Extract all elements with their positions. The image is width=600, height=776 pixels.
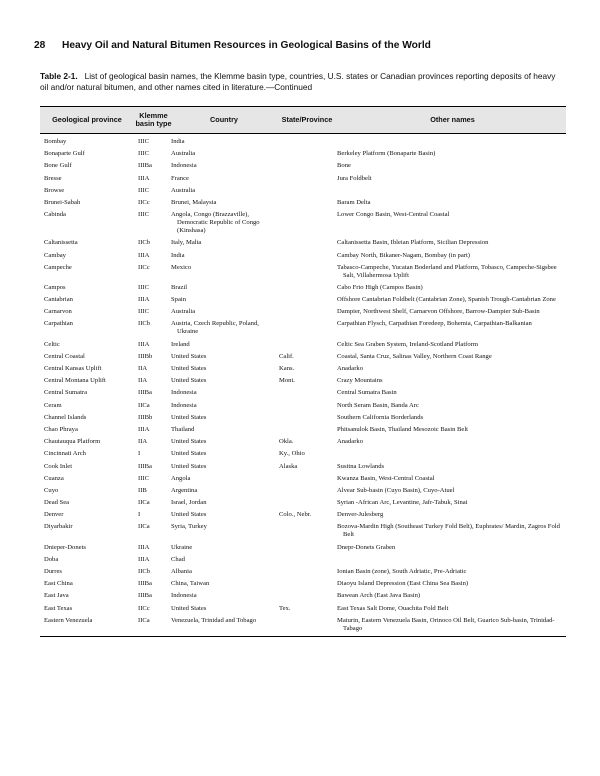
other-names-cell: Lower Congo Basin, West-Central Coastal — [337, 211, 450, 219]
other-names-cell: Southern California Borderlands — [337, 413, 424, 421]
table-row — [40, 497, 566, 509]
table-row — [40, 615, 566, 637]
table-row — [40, 566, 566, 578]
state-province-cell: Calif. — [279, 352, 294, 360]
country-cell: Mexico — [171, 263, 192, 271]
klemme-type-cell: IICc — [138, 604, 150, 612]
other-names-cell: Dampier, Northwest Shelf, Carnarvon Offshore, Barrow-Dampier Sub-Basin — [337, 308, 540, 316]
table-row — [40, 473, 566, 485]
klemme-type-cell: IIIA — [138, 174, 150, 182]
country-cell: France — [171, 174, 189, 182]
province-cell: Carpathian — [44, 320, 73, 328]
running-title: Heavy Oil and Natural Bitumen Resources in Geological Basins of the World — [62, 40, 431, 51]
table-header — [40, 107, 566, 134]
country-cell: United States — [171, 413, 207, 421]
province-cell: Browse — [44, 186, 65, 194]
country-cell: India — [171, 138, 185, 145]
province-cell: Caltanissetta — [44, 239, 78, 247]
other-names-cell: Cabo Frio High (Campos Basin) — [337, 283, 423, 291]
table-row — [40, 209, 566, 237]
klemme-type-cell: IIIC — [138, 474, 149, 482]
table-row — [40, 282, 566, 294]
klemme-type-cell: IICb — [138, 239, 151, 247]
state-province-cell — [275, 148, 339, 160]
other-names-cell: Jura Foldbelt — [337, 174, 372, 182]
table-row — [40, 262, 566, 282]
table-row — [40, 318, 566, 338]
country-cell: Angola — [171, 474, 191, 482]
country-cell: Ireland — [171, 340, 190, 348]
basin-table — [40, 106, 566, 637]
other-names-cell — [339, 448, 566, 460]
province-cell: Bone Gulf — [44, 162, 72, 170]
table-row — [40, 448, 566, 460]
other-names-cell: Phitsanulok Basin, Thailand Mesozoic Basin Belt — [337, 425, 469, 433]
table-row — [40, 294, 566, 306]
country-cell: Syria, Turkey — [171, 523, 207, 531]
table-row — [40, 590, 566, 602]
state-province-cell — [275, 473, 339, 485]
country-cell: United States — [171, 377, 207, 385]
other-names-cell: North Seram Basin, Banda Arc — [337, 401, 419, 409]
klemme-type-cell: IIIC — [138, 308, 149, 316]
other-names-cell: Tabasco-Campeche, Yucatan Boderland and Platform, Tobasco, Campeche-Sigsbee Salt, Villahermosa Uplift — [337, 263, 557, 279]
other-names-cell: Bawean Arch (East Java Basin) — [337, 592, 421, 600]
country-cell: Australia — [171, 308, 196, 316]
province-cell: Dead Sea — [44, 499, 70, 507]
country-cell: Thailand — [171, 425, 195, 433]
table-row — [40, 412, 566, 424]
state-province-cell — [275, 590, 339, 602]
state-province-cell: Kans. — [279, 365, 295, 372]
state-province-cell — [275, 185, 339, 197]
state-province-cell — [275, 262, 339, 282]
other-names-cell: Ionian Basin (zone), South Adriatic, Pre-Adriatic — [337, 568, 467, 575]
state-province-cell — [275, 134, 339, 149]
table-row — [40, 521, 566, 541]
other-names-cell: Baram Delta — [337, 198, 371, 206]
other-names-cell: Bozova-Mardin High (Southeast Turkey Fold Belt), Euphrates/ Mardin, Zagros Fold Belt — [337, 523, 560, 539]
other-names-cell: Syrian -African Arc, Levantine, Jafr-Tabuk, Sinai — [337, 499, 468, 507]
country-cell: United States — [171, 511, 207, 519]
state-province-cell: Mont. — [279, 377, 295, 385]
table-row — [40, 160, 566, 172]
klemme-type-cell: IIA — [138, 365, 148, 372]
klemme-type-cell: IIA — [138, 438, 148, 446]
other-names-cell: Central Sumatra Basin — [337, 389, 397, 397]
other-names-cell: Offshore Cantabrian Foldbelt (Cantabrian Zone), Spanish Trough-Cantabrian Zone — [337, 296, 556, 304]
province-cell: Central Montana Uplift — [44, 377, 106, 385]
other-names-cell — [339, 185, 566, 197]
table-row — [40, 249, 566, 261]
other-names-cell: Dnepr-Donets Graben — [337, 543, 396, 551]
province-cell: Channel Islands — [44, 413, 87, 421]
klemme-type-cell: IICb — [138, 568, 151, 575]
klemme-type-cell: IICb — [138, 320, 151, 328]
province-cell: Brunei-Sabah — [44, 198, 81, 206]
klemme-type-cell: IIIBa — [138, 592, 152, 600]
province-cell: Campos — [44, 283, 66, 291]
province-cell: Ceram — [44, 401, 62, 409]
klemme-type-cell: I — [138, 450, 141, 458]
province-cell: Doba — [44, 555, 59, 563]
klemme-type-cell: IIIC — [138, 186, 149, 194]
other-names-cell: Crazy Mountains — [337, 377, 383, 385]
state-province-cell — [275, 339, 339, 351]
state-province-cell — [275, 160, 339, 172]
state-province-cell — [275, 578, 339, 590]
other-names-cell — [339, 134, 566, 149]
state-province-cell — [275, 387, 339, 399]
col-header-other-names: Other names — [339, 107, 566, 134]
klemme-type-cell: IIIC — [138, 150, 149, 158]
state-province-cell — [275, 209, 339, 237]
col-header-state-province: State/Province — [275, 107, 339, 134]
klemme-type-cell: IIIBa — [138, 389, 152, 397]
province-cell: Durres — [44, 568, 62, 575]
klemme-type-cell: IIIC — [138, 283, 149, 291]
table-row — [40, 363, 566, 375]
table-row — [40, 436, 566, 448]
klemme-type-cell: IICc — [138, 198, 150, 206]
klemme-type-cell: IIIA — [138, 340, 150, 348]
province-cell: Bombay — [44, 138, 67, 145]
country-cell: United States — [171, 365, 207, 372]
state-province-cell — [275, 294, 339, 306]
state-province-cell — [275, 318, 339, 338]
state-province-cell: Alaska — [279, 462, 298, 470]
province-cell: Cambay — [44, 251, 66, 259]
klemme-type-cell: IIIBa — [138, 462, 152, 470]
country-cell: Argentina — [171, 486, 198, 494]
table-body — [40, 134, 566, 637]
col-header-geological-province: Geological province — [40, 107, 134, 134]
province-cell: Bonaparte Gulf — [44, 150, 85, 158]
country-cell: Chad — [171, 555, 185, 563]
klemme-type-cell: IIIA — [138, 555, 150, 563]
other-names-cell: Berkeley Platform (Bonaparte Basin) — [337, 150, 436, 158]
province-cell: Celtic — [44, 340, 60, 348]
table-row — [40, 509, 566, 521]
state-province-cell — [275, 554, 339, 566]
province-cell: East Texas — [44, 604, 73, 612]
table-row — [40, 134, 566, 149]
state-province-cell — [275, 306, 339, 318]
state-province-cell — [275, 399, 339, 411]
table-row — [40, 197, 566, 209]
table-row — [40, 237, 566, 249]
province-cell: Cook Inlet — [44, 462, 73, 470]
klemme-type-cell: I — [138, 511, 141, 519]
province-cell: Central Coastal — [44, 352, 85, 360]
klemme-type-cell: IIIA — [138, 251, 150, 259]
country-cell: Australia — [171, 186, 196, 194]
country-cell: Brunei, Malaysia — [171, 198, 217, 206]
country-cell: Israel, Jordan — [171, 499, 207, 507]
other-names-cell: Anadarko — [337, 365, 363, 372]
table-row — [40, 351, 566, 363]
state-province-cell — [275, 521, 339, 541]
province-cell: Denver — [44, 511, 64, 519]
country-cell: China, Taiwan — [171, 580, 210, 588]
province-cell: Cantabrian — [44, 296, 73, 304]
klemme-type-cell: IIIC — [138, 211, 149, 219]
klemme-type-cell: IIIBb — [138, 352, 153, 360]
table-row — [40, 399, 566, 411]
province-cell: Carnarvon — [44, 308, 72, 316]
other-names-cell: Cambay North, Bikaner-Nagam, Bombay (in part) — [337, 251, 470, 259]
province-cell: Diyarbakir — [44, 523, 73, 531]
state-province-cell — [275, 197, 339, 209]
other-names-cell: Maturin, Eastern Venezuela Basin, Orinoco Oil Belt, Guarico Sub-basin, Trinidad-Tabago — [339, 615, 566, 637]
state-province-cell: Okla. — [279, 438, 294, 446]
country-cell: Australia — [171, 150, 196, 158]
other-names-cell — [339, 554, 566, 566]
klemme-type-cell: IIA — [138, 377, 148, 385]
other-names-cell: Anadarko — [337, 438, 363, 446]
other-names-cell: Celtic Sea Graben System, Ireland-Scotland Platform — [337, 340, 478, 348]
country-cell: Spain — [171, 296, 187, 304]
table-row — [40, 172, 566, 184]
province-cell: Bresse — [44, 174, 62, 182]
table-row — [40, 460, 566, 472]
province-cell: East Java — [44, 592, 69, 600]
state-province-cell — [275, 282, 339, 294]
province-cell: East China — [44, 580, 73, 588]
table-caption — [40, 71, 560, 92]
state-province-cell — [275, 566, 339, 578]
table-row — [40, 554, 566, 566]
country-cell: India — [171, 251, 185, 259]
state-province-cell — [275, 542, 339, 554]
province-cell: Chautauqua Platform — [44, 438, 101, 446]
other-names-cell: Caltanissetta Basin, Ibleian Platform, Sicilian Depression — [337, 239, 489, 247]
table-row — [40, 306, 566, 318]
country-cell: United States — [171, 462, 207, 470]
state-province-cell: Ky., Ohio — [279, 450, 305, 458]
province-cell: Eastern Venezuela — [40, 615, 134, 637]
state-province-cell — [275, 172, 339, 184]
table-row — [40, 387, 566, 399]
table-row — [40, 424, 566, 436]
klemme-type-cell: IIIA — [138, 425, 150, 433]
country-cell: Italy, Malta — [171, 239, 202, 247]
state-province-cell — [275, 615, 339, 637]
table-row — [40, 185, 566, 197]
klemme-type-cell: IIB — [138, 486, 147, 494]
country-cell: United States — [171, 438, 207, 446]
table-row — [40, 148, 566, 160]
page-number: 28 — [34, 40, 46, 51]
other-names-cell: Bone — [337, 162, 351, 170]
country-cell: Brazil — [171, 283, 188, 291]
other-names-cell: Denver-Julesberg — [337, 511, 384, 519]
country-cell: Venezuela, Trinidad and Tobago — [173, 615, 275, 637]
province-cell: Cabinda — [44, 211, 66, 219]
province-cell: Dnieper-Donets — [44, 543, 86, 551]
klemme-type-cell: IIIBa — [138, 580, 152, 588]
country-cell: Indonesia — [171, 162, 197, 170]
province-cell: Central Kansas Uplift — [44, 365, 102, 372]
klemme-type-cell: IIIBa — [138, 162, 152, 170]
country-cell: Austria, Czech Republic, Poland, Ukraine — [171, 320, 259, 336]
page-header — [34, 40, 574, 51]
table-row — [40, 485, 566, 497]
other-names-cell: Susitna Lowlands — [337, 462, 385, 470]
state-province-cell — [275, 237, 339, 249]
klemme-type-cell: IIIA — [138, 296, 150, 304]
table-caption-text: List of geological basin names, the Klemme basin type, countries, U.S. states or Canadian provinces reporting deposits of heavy oil and/or natural bitumen, and other names cited in literature.—Continued — [40, 71, 556, 92]
state-province-cell: Colo., Nebr. — [279, 511, 312, 519]
table-row — [40, 542, 566, 554]
country-cell: Indonesia — [171, 592, 197, 600]
province-cell: Campeche — [44, 263, 72, 271]
table-row — [40, 339, 566, 351]
state-province-cell — [275, 412, 339, 424]
country-cell: United States — [171, 604, 207, 612]
klemme-type-cell: IIIC — [138, 138, 149, 145]
country-cell: Indonesia — [171, 389, 197, 397]
country-cell: Ukraine — [171, 543, 193, 551]
other-names-cell: Kwanza Basin, West-Central Coastal — [337, 474, 435, 482]
col-header-country: Country — [173, 107, 275, 134]
other-names-cell: Coastal, Santa Cruz, Salinas Valley, Northern Coast Range — [337, 352, 492, 360]
klemme-type-cell: IIIBb — [138, 413, 153, 421]
klemme-type-cell: IIIA — [138, 543, 150, 551]
country-cell: United States — [171, 352, 207, 360]
province-cell: Chao Phraya — [44, 425, 78, 433]
state-province-cell — [275, 485, 339, 497]
table-label: Table 2-1. — [40, 71, 78, 81]
table-row — [40, 602, 566, 614]
col-header-klemme-basin-type: Klemme basin type — [134, 107, 173, 134]
klemme-type-cell: IICa — [134, 615, 173, 637]
other-names-cell: Alvear Sub-basin (Cuyo Basin), Cuyo-Atuel — [337, 486, 455, 494]
state-province-cell — [275, 497, 339, 509]
country-cell: Indonesia — [171, 401, 197, 409]
state-province-cell — [275, 424, 339, 436]
province-cell: Cincinnati Arch — [44, 450, 86, 458]
klemme-type-cell: IICa — [138, 499, 150, 507]
state-province-cell — [275, 249, 339, 261]
klemme-type-cell: IICa — [138, 401, 150, 409]
other-names-cell: East Texas Salt Dome, Ouachita Fold Belt — [337, 604, 449, 612]
klemme-type-cell: IICc — [138, 263, 150, 271]
province-cell: Cuyo — [44, 486, 59, 494]
province-cell: Central Sumatra — [44, 389, 88, 397]
country-cell: Albania — [171, 568, 192, 575]
province-cell: Cuanza — [44, 474, 64, 482]
country-cell: Angola, Congo (Brazzaville), Democratic Republic of Congo (Kinshasa) — [171, 211, 260, 235]
country-cell: United States — [171, 450, 207, 458]
table-row — [40, 375, 566, 387]
table-row — [40, 578, 566, 590]
state-province-cell: Tex. — [279, 604, 291, 612]
klemme-type-cell: IICa — [138, 523, 150, 531]
other-names-cell: Diaoyu Island Depression (East China Sea Basin) — [337, 580, 469, 588]
other-names-cell: Carpathian Flysch, Carpathian Foredeep, Bohemia, Carpathian-Balkanian — [337, 320, 532, 328]
